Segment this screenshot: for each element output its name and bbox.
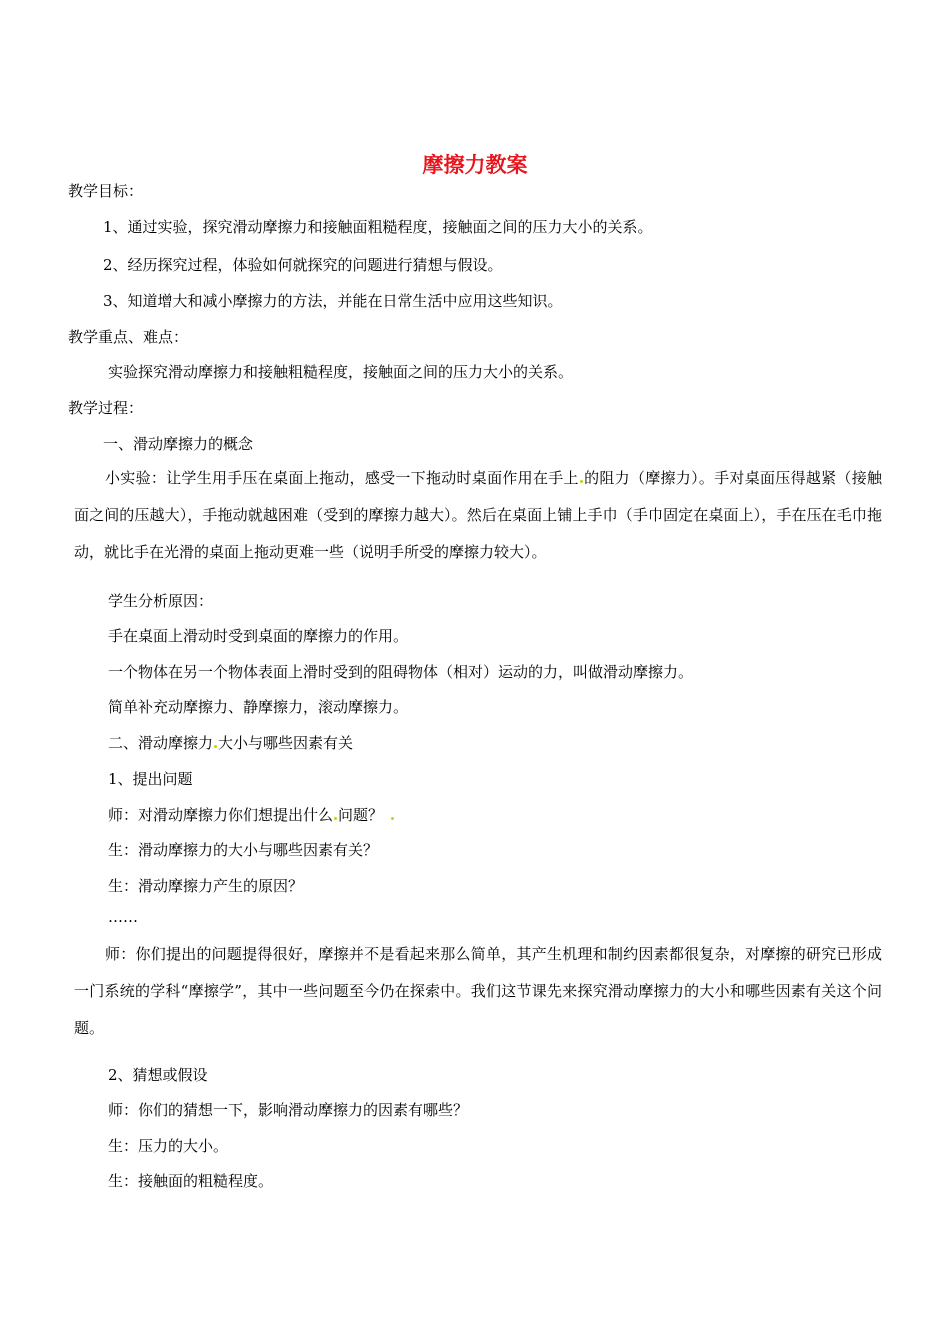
goal-item-2: 2、经历探究过程，体验如何就探究的问题进行猜想与假设。 xyxy=(103,256,503,274)
guess-heading: 2、猜想或假设 xyxy=(108,1066,208,1084)
teacher-question-b: 问题？ xyxy=(338,806,384,824)
part1-heading: 一、滑动摩擦力的概念 xyxy=(103,435,254,453)
marker-dot xyxy=(334,817,337,820)
goal-item-1: 1、通过实验，探究滑动摩擦力和接触面粗糙程度，接触面之间的压力大小的关系。 xyxy=(103,218,653,236)
document-title: 摩擦力教案 xyxy=(422,153,528,177)
goal-item-3: 3、知道增大和减小摩擦力的方法，并能在日常生活中应用这些知识。 xyxy=(103,292,563,310)
key-points-heading: 教学重点、难点： xyxy=(68,328,189,346)
analysis-line-1: 手在桌面上滑动时受到桌面的摩擦力的作用。 xyxy=(108,627,409,645)
part2-heading xyxy=(108,732,353,754)
key-points-text: 实验探究滑动摩擦力和接触粗糙程度，接触面之间的压力大小的关系。 xyxy=(108,363,574,381)
student-guess-2: 生：接触面的粗糙程度。 xyxy=(108,1172,274,1190)
student-answer-2: 生：滑动摩擦力产生的原因？ xyxy=(108,877,304,895)
teacher-question xyxy=(108,804,395,826)
student-answer-1: 生：滑动摩擦力的大小与哪些因素有关？ xyxy=(108,841,379,859)
student-guess-1: 生：压力的大小。 xyxy=(108,1137,229,1155)
part2-heading-a: 二、滑动摩擦力 xyxy=(108,734,214,752)
teacher-question-a: 师：对滑动摩擦力你们想提出什么 xyxy=(108,806,334,824)
goals-heading: 教学目标： xyxy=(68,182,144,200)
process-heading: 教学过程： xyxy=(68,399,144,417)
marker-dot xyxy=(580,480,583,483)
analysis-heading: 学生分析原因： xyxy=(108,592,214,610)
teacher-reply-paragraph: 师：你们提出的问题提得很好，摩擦并不是看起来那么简单，其产生机理和制约因素都很复杂，对摩擦的研究已形成一门系统的学科“摩擦学”，其中一些问题至今仍在探索中。我们这节课先来探究滑动摩擦力的大小和哪些因素有关这个问题。 xyxy=(74,945,882,1037)
part2-heading-b: 大小与哪些因素有关 xyxy=(218,734,354,752)
analysis-line-3: 简单补充动摩擦力、静摩擦力，滚动摩擦力。 xyxy=(108,698,409,716)
teacher-guess-question: 师：你们的猜想一下，影响滑动摩擦力的因素有哪些？ xyxy=(108,1101,469,1119)
experiment-text-b: 的阻力（摩擦力）。手对桌面压得越紧（接触面之间的压越大），手拖动就越困难（受到的摩擦力越大）。然后在桌面上铺上手巾（手巾固定在桌面上），手在压在毛巾拖动，就比手在光滑的桌面上拖动更难一些（说明手所受的摩擦力较大）。 xyxy=(74,469,882,561)
marker-dot xyxy=(214,745,217,748)
experiment-text-a: 小实验：让学生用手压在桌面上拖动，感受一下拖动时桌面作用在手上 xyxy=(105,469,579,487)
analysis-line-2: 一个物体在另一个物体表面上滑时受到的阻碍物体（相对）运动的力，叫做滑动摩擦力。 xyxy=(108,663,694,681)
experiment-paragraph xyxy=(74,460,882,571)
question-heading: 1、提出问题 xyxy=(108,770,193,788)
marker-dot xyxy=(391,817,394,820)
ellipsis: …… xyxy=(108,908,138,926)
